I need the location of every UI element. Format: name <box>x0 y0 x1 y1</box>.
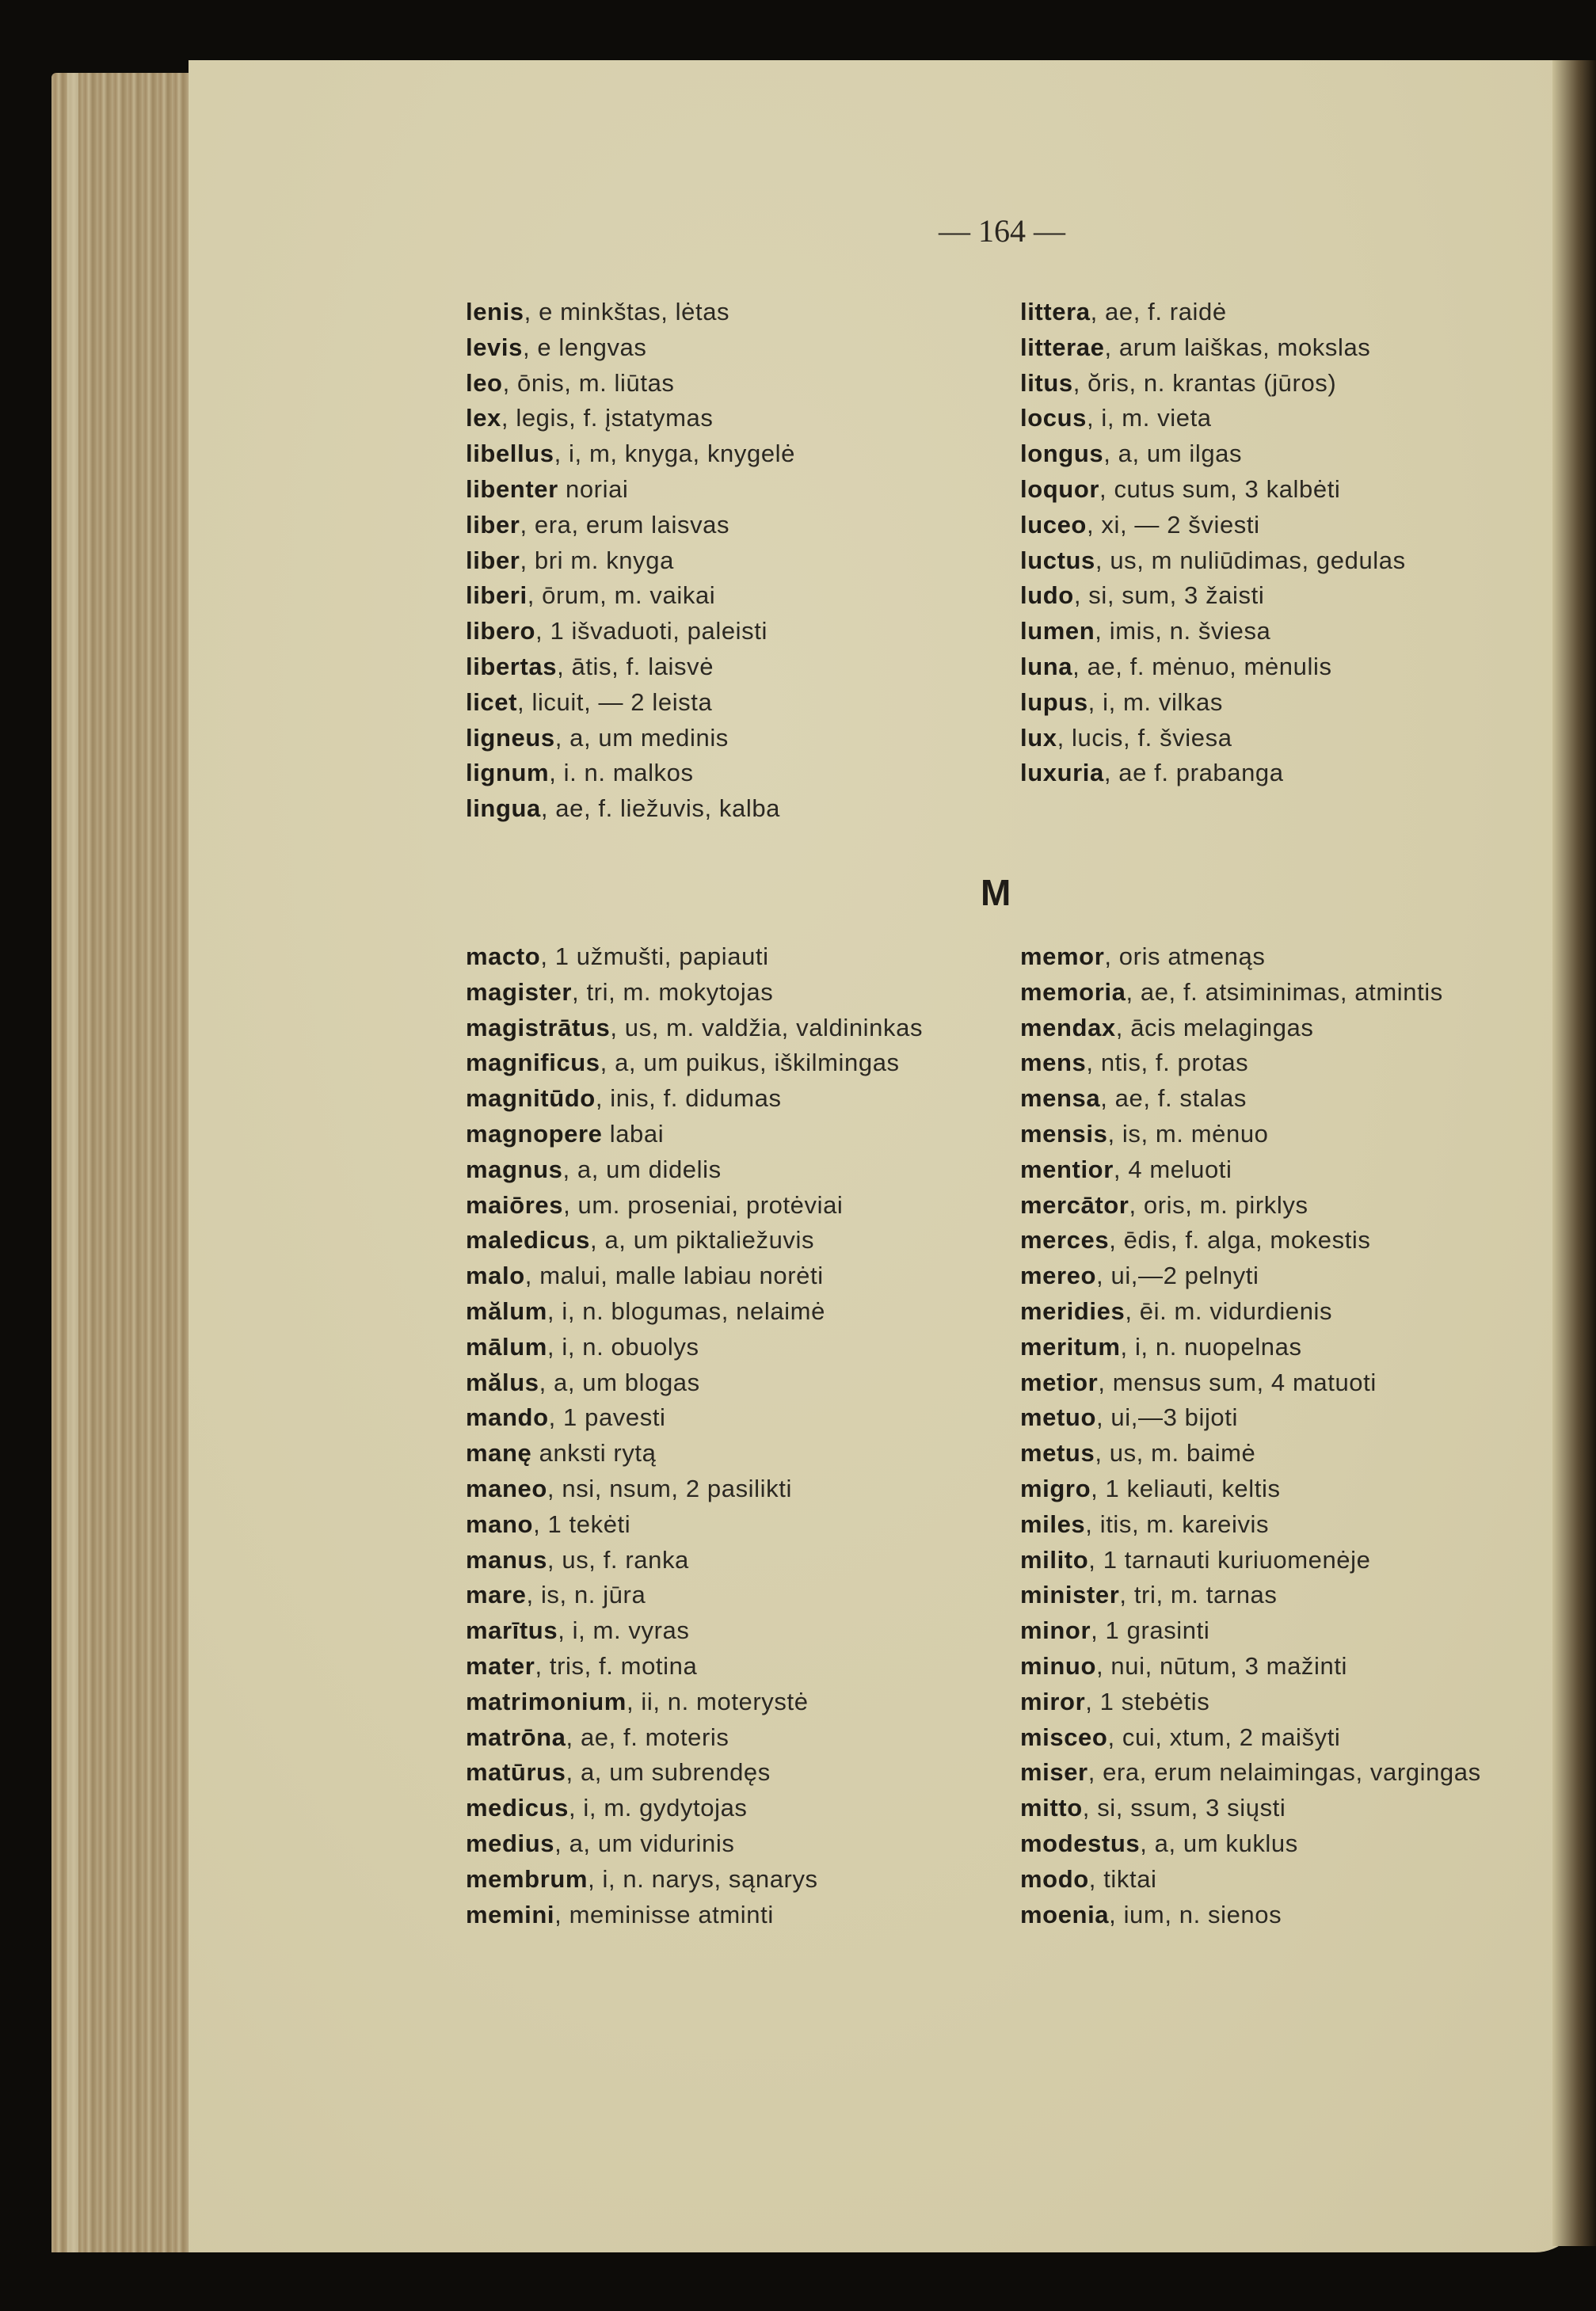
entry-definition: , ōnis, m. liūtas <box>502 368 675 397</box>
dictionary-entry <box>466 295 795 330</box>
entry-headword: minor <box>1020 1616 1091 1645</box>
entry-definition: , ae f. prabanga <box>1103 759 1284 787</box>
dictionary-entry <box>466 1223 923 1258</box>
dictionary-entry <box>1020 1862 1481 1898</box>
dictionary-entry <box>1020 1685 1481 1720</box>
dictionary-entry <box>466 1045 923 1081</box>
dictionary-entry <box>1020 401 1406 436</box>
entry-headword: memini <box>466 1900 555 1928</box>
entry-definition: , a, um kuklus <box>1140 1829 1298 1857</box>
entry-headword: lupus <box>1020 687 1088 716</box>
entry-definition: , ēi. m. vidurdienis <box>1125 1296 1333 1325</box>
entry-definition: , si, sum, 3 žaisti <box>1073 581 1265 610</box>
dictionary-entry <box>466 436 795 472</box>
entry-definition: , 1 keliauti, keltis <box>1091 1474 1281 1502</box>
entry-definition: , us, m. valdžia, valdininkas <box>610 1013 924 1041</box>
entry-headword: licet <box>466 687 518 716</box>
dictionary-entry <box>1020 330 1406 366</box>
dictionary-entry <box>466 1791 923 1826</box>
entry-headword: miles <box>1020 1510 1086 1538</box>
entry-definition: , ātis, f. laisvė <box>557 652 714 680</box>
entry-definition: , ŏris, n. krantas (jūros) <box>1072 368 1337 397</box>
entry-definition: , us, m nuliūdimas, gedulas <box>1095 546 1406 574</box>
entry-headword: mano <box>466 1510 534 1538</box>
entry-definition: , a, um medinis <box>554 723 729 752</box>
entry-definition: , bri m. knyga <box>520 546 674 574</box>
entry-headword: magnus <box>466 1155 563 1183</box>
dictionary-entry <box>1020 1045 1481 1081</box>
dictionary-entry <box>1020 756 1406 791</box>
entry-definition: , cutus sum, 3 kalbėti <box>1099 474 1341 503</box>
entry-definition: , 4 meluoti <box>1113 1155 1232 1183</box>
entry-headword: libenter <box>466 474 558 503</box>
entry-headword: mare <box>466 1581 527 1609</box>
entry-definition: , e minkštas, lėtas <box>524 298 730 326</box>
dictionary-entry <box>1020 1294 1481 1330</box>
entry-definition: , era, erum laisvas <box>520 510 730 539</box>
entry-headword: meridies <box>1020 1296 1126 1325</box>
entry-headword: modo <box>1020 1864 1089 1893</box>
entry-headword: magnificus <box>466 1049 600 1077</box>
entry-definition: , oris, m. pirklys <box>1129 1190 1308 1219</box>
entry-headword: lingua <box>466 794 541 823</box>
entry-headword: libertas <box>466 652 558 680</box>
dictionary-entry <box>466 543 795 579</box>
dictionary-entry <box>466 975 923 1011</box>
page-shadow <box>1552 60 1596 2246</box>
entry-definition: noriai <box>558 474 629 503</box>
entry-definition: , i, m, knyga, knygelė <box>554 440 795 468</box>
dictionary-entry <box>1020 1152 1481 1188</box>
entry-definition: , oris atmenąs <box>1104 942 1266 970</box>
dictionary-entry <box>466 1436 923 1472</box>
entry-headword: maledicus <box>466 1226 591 1254</box>
entry-headword: longus <box>1020 440 1104 468</box>
entry-headword: merces <box>1020 1226 1110 1254</box>
entry-definition: , legis, f. įstatymas <box>501 404 714 432</box>
entry-definition: , 1 tarnauti kuriuomenėje <box>1088 1545 1371 1574</box>
entry-headword: miror <box>1020 1687 1086 1715</box>
entry-definition: , a, um ilgas <box>1103 440 1243 468</box>
dictionary-entry <box>466 1294 923 1330</box>
dictionary-entry <box>1020 578 1406 614</box>
entry-headword: liber <box>466 510 520 539</box>
dictionary-entry <box>1020 1472 1481 1507</box>
entry-definition: , i. n. malkos <box>549 759 694 787</box>
entry-headword: lumen <box>1020 617 1095 645</box>
entry-definition: , a, um piktaliežuvis <box>590 1226 815 1254</box>
dictionary-entry <box>1020 1613 1481 1649</box>
entry-definition: , 1 stebėtis <box>1085 1687 1210 1715</box>
entry-definition: , tri, m. tarnas <box>1119 1581 1278 1609</box>
entry-headword: mendax <box>1020 1013 1116 1041</box>
dictionary-entry <box>1020 685 1406 721</box>
entry-definition: , i, n. obuolys <box>547 1332 699 1361</box>
entry-headword: liber <box>466 546 520 574</box>
entry-headword: mereo <box>1020 1262 1097 1290</box>
dictionary-entry <box>466 791 795 827</box>
entry-headword: mando <box>466 1403 549 1432</box>
entry-headword: lenis <box>466 298 524 326</box>
entry-definition: , licuit, — 2 leista <box>517 687 713 716</box>
dictionary-entry <box>1020 1898 1481 1933</box>
dictionary-entry <box>466 1152 923 1188</box>
dictionary-entry <box>1020 295 1406 330</box>
dictionary-entry <box>466 1081 923 1117</box>
entry-definition: , 1 užmušti, papiauti <box>540 942 769 970</box>
entry-definition: , ui,—3 bijoti <box>1096 1403 1238 1432</box>
entry-definition: , 1 tekėti <box>533 1510 631 1538</box>
entry-definition: , ntis, f. protas <box>1086 1049 1249 1077</box>
entry-definition: , meminisse atminti <box>554 1900 774 1928</box>
entry-headword: mentior <box>1020 1155 1114 1183</box>
entry-headword: marītus <box>466 1616 558 1645</box>
entry-definition: , a, um puikus, iškilmingas <box>600 1049 900 1077</box>
entry-definition: , i, n. blogumas, nelaimė <box>547 1296 825 1325</box>
dictionary-entry <box>466 1472 923 1507</box>
dictionary-entry <box>466 1011 923 1046</box>
entry-definition: , ae, f. raidė <box>1090 298 1227 326</box>
dictionary-entry <box>466 472 795 508</box>
entry-definition: , is, n. jūra <box>526 1581 646 1609</box>
dictionary-entry <box>1020 614 1406 649</box>
entry-headword: loquor <box>1020 474 1100 503</box>
dictionary-entry <box>1020 1011 1481 1046</box>
dictionary-entry <box>466 366 795 402</box>
entry-headword: lex <box>466 404 501 432</box>
dictionary-entry <box>1020 721 1406 756</box>
entry-headword: maiōres <box>466 1190 564 1219</box>
entry-headword: littera <box>1020 298 1091 326</box>
dictionary-entry <box>1020 1791 1481 1826</box>
dictionary-entry <box>466 1543 923 1578</box>
entry-headword: lux <box>1020 723 1057 752</box>
entry-definition: , a, um blogas <box>539 1368 700 1396</box>
entry-headword: metuo <box>1020 1403 1096 1432</box>
dictionary-entry <box>1020 508 1406 543</box>
dictionary-entry <box>466 1613 923 1649</box>
dictionary-entry <box>1020 1117 1481 1152</box>
entry-headword: mensis <box>1020 1119 1108 1148</box>
entry-headword: mater <box>466 1651 535 1680</box>
dictionary-entry <box>466 1649 923 1685</box>
dictionary-entry <box>1020 1081 1481 1117</box>
entry-headword: membrum <box>466 1864 589 1893</box>
m-section-right-column <box>1020 939 1481 1932</box>
entry-headword: luctus <box>1020 546 1095 574</box>
entry-headword: macto <box>466 942 541 970</box>
entry-headword: milito <box>1020 1545 1089 1574</box>
dictionary-entry <box>466 1720 923 1756</box>
entry-headword: memor <box>1020 942 1105 970</box>
dictionary-entry <box>466 1330 923 1365</box>
dictionary-entry <box>1020 472 1406 508</box>
entry-headword: miser <box>1020 1758 1088 1787</box>
dictionary-entry <box>1020 1720 1481 1756</box>
dictionary-entry <box>1020 436 1406 472</box>
dictionary-entry <box>466 1755 923 1791</box>
entry-definition: , ōrum, m. vaikai <box>527 581 716 610</box>
entry-definition: , 1 išvaduoti, paleisti <box>535 617 768 645</box>
entry-headword: magnitūdo <box>466 1084 596 1113</box>
entry-definition: , i, m. vyras <box>558 1616 690 1645</box>
entry-definition: , ii, n. moterystė <box>626 1687 809 1715</box>
dictionary-entry <box>1020 1400 1481 1436</box>
dictionary-entry <box>466 1365 923 1401</box>
entry-headword: manę <box>466 1439 532 1468</box>
entry-headword: luceo <box>1020 510 1087 539</box>
entry-definition: , mensus sum, 4 matuoti <box>1098 1368 1377 1396</box>
entry-headword: libero <box>466 617 536 645</box>
entry-headword: moenia <box>1020 1900 1110 1928</box>
entry-definition: , inis, f. didumas <box>595 1084 782 1113</box>
entry-headword: mensa <box>1020 1084 1101 1113</box>
entry-headword: medicus <box>466 1794 569 1822</box>
dictionary-entry <box>1020 366 1406 402</box>
dictionary-entry <box>466 649 795 685</box>
entry-definition: , us, f. ranka <box>547 1545 689 1574</box>
dictionary-entry <box>1020 649 1406 685</box>
entry-headword: mălum <box>466 1296 547 1325</box>
dictionary-entry <box>466 1507 923 1543</box>
entry-headword: mitto <box>1020 1794 1083 1822</box>
entry-definition: , imis, n. šviesa <box>1095 617 1271 645</box>
section-letter-heading: M <box>981 872 1010 913</box>
entry-headword: malo <box>466 1262 525 1290</box>
entry-headword: mens <box>1020 1049 1087 1077</box>
dictionary-entry <box>466 939 923 975</box>
entry-headword: libellus <box>466 440 554 468</box>
entry-headword: mālum <box>466 1332 547 1361</box>
dictionary-entry <box>1020 1188 1481 1224</box>
entry-definition: , nsi, nsum, 2 pasilikti <box>547 1474 792 1502</box>
entry-definition: , cui, xtum, 2 maišyti <box>1107 1723 1341 1751</box>
entry-headword: leo <box>466 368 503 397</box>
dictionary-entry <box>466 330 795 366</box>
entry-headword: misceo <box>1020 1723 1108 1751</box>
entry-headword: minuo <box>1020 1651 1096 1680</box>
dictionary-entry <box>1020 1649 1481 1685</box>
dictionary-entry <box>466 1188 923 1224</box>
entry-headword: minister <box>1020 1581 1120 1609</box>
entry-definition: , i, n. nuopelnas <box>1120 1332 1302 1361</box>
entry-headword: maneo <box>466 1474 547 1502</box>
entry-definition: , a, um subrendęs <box>566 1758 771 1787</box>
entry-headword: luxuria <box>1020 759 1104 787</box>
entry-definition: , ae, f. moteris <box>566 1723 729 1751</box>
entry-headword: magister <box>466 977 573 1006</box>
dictionary-entry <box>1020 1826 1481 1862</box>
entry-definition: , ācis melagingas <box>1115 1013 1314 1041</box>
entry-definition: , i, m. vieta <box>1086 404 1212 432</box>
dictionary-entry <box>466 1898 923 1933</box>
m-section-left-column <box>466 939 923 1932</box>
entry-headword: litus <box>1020 368 1073 397</box>
dictionary-entry <box>466 401 795 436</box>
entry-definition: , ae, f. liežuvis, kalba <box>540 794 781 823</box>
entry-definition: , um. proseniai, protėviai <box>563 1190 844 1219</box>
dictionary-entry <box>466 1258 923 1294</box>
entry-headword: mercātor <box>1020 1190 1129 1219</box>
entry-definition: , e lengvas <box>522 333 647 361</box>
entry-definition: , 1 grasinti <box>1091 1616 1210 1645</box>
entry-headword: modestus <box>1020 1829 1141 1857</box>
dictionary-entry <box>1020 1436 1481 1472</box>
l-section-right-column <box>1020 295 1406 791</box>
dictionary-entry <box>466 721 795 756</box>
dictionary-entry <box>1020 1543 1481 1578</box>
entry-definition: , i, m. gydytojas <box>568 1794 748 1822</box>
entry-definition: , ae, f. atsiminimas, atmintis <box>1126 977 1443 1006</box>
dictionary-entry <box>466 756 795 791</box>
entry-definition: , tri, m. mokytojas <box>572 977 774 1006</box>
dictionary-entry <box>1020 975 1481 1011</box>
dictionary-entry <box>466 1578 923 1613</box>
entry-headword: matūrus <box>466 1758 566 1787</box>
entry-definition: , us, m. baimė <box>1095 1439 1256 1468</box>
dictionary-entry <box>466 614 795 649</box>
dictionary-entry <box>466 508 795 543</box>
entry-headword: magistrātus <box>466 1013 611 1041</box>
entry-headword: mălus <box>466 1368 539 1396</box>
entry-definition: , era, erum nelaimingas, vargingas <box>1087 1758 1481 1787</box>
entry-definition: , 1 pavesti <box>548 1403 666 1432</box>
book-page-edges <box>51 73 190 2252</box>
entry-definition: anksti rytą <box>531 1439 657 1468</box>
l-section-left-column <box>466 295 795 827</box>
entry-definition: , i, n. narys, sąnarys <box>588 1864 818 1893</box>
entry-headword: luna <box>1020 652 1073 680</box>
entry-headword: migro <box>1020 1474 1091 1502</box>
dictionary-entry <box>1020 543 1406 579</box>
entry-headword: levis <box>466 333 523 361</box>
dictionary-entry <box>466 1826 923 1862</box>
entry-definition: , a, um vidurinis <box>554 1829 735 1857</box>
entry-headword: magnopere <box>466 1119 603 1148</box>
entry-headword: ligneus <box>466 723 555 752</box>
entry-headword: locus <box>1020 404 1087 432</box>
entry-definition: , malui, malle labiau norėti <box>524 1262 824 1290</box>
dictionary-entry <box>1020 1578 1481 1613</box>
entry-definition: , a, um didelis <box>562 1155 722 1183</box>
entry-definition: , tris, f. motina <box>535 1651 698 1680</box>
entry-definition: , si, ssum, 3 siųsti <box>1082 1794 1286 1822</box>
entry-definition: , ui,—2 pelnyti <box>1096 1262 1259 1290</box>
entry-definition: , ēdis, f. alga, mokestis <box>1109 1226 1371 1254</box>
entry-definition: , is, m. mėnuo <box>1107 1119 1269 1148</box>
entry-headword: matrōna <box>466 1723 566 1751</box>
entry-headword: memoria <box>1020 977 1126 1006</box>
dictionary-entry <box>1020 939 1481 975</box>
entry-headword: medius <box>466 1829 555 1857</box>
dictionary-entry <box>466 1400 923 1436</box>
entry-definition: , ae, f. stalas <box>1100 1084 1247 1113</box>
dictionary-entry <box>1020 1223 1481 1258</box>
page-number: — 164 — <box>939 213 1065 249</box>
dictionary-entry <box>466 1862 923 1898</box>
entry-headword: lignum <box>466 759 550 787</box>
entry-definition: , tiktai <box>1088 1864 1157 1893</box>
dictionary-entry <box>466 578 795 614</box>
entry-definition: , xi, — 2 šviesti <box>1086 510 1260 539</box>
dictionary-entry <box>466 1117 923 1152</box>
entry-definition: labai <box>602 1119 665 1148</box>
entry-definition: , i, m. vilkas <box>1087 687 1223 716</box>
entry-headword: liberi <box>466 581 528 610</box>
entry-headword: ludo <box>1020 581 1074 610</box>
dictionary-entry <box>1020 1258 1481 1294</box>
dictionary-entry <box>1020 1755 1481 1791</box>
entry-definition: , arum laiškas, mokslas <box>1104 333 1371 361</box>
entry-definition: , ium, n. sienos <box>1109 1900 1282 1928</box>
dictionary-entry <box>466 685 795 721</box>
entry-definition: , ae, f. mėnuo, mėnulis <box>1072 652 1332 680</box>
entry-definition: , nui, nūtum, 3 mažinti <box>1096 1651 1348 1680</box>
entry-headword: metus <box>1020 1439 1095 1468</box>
dictionary-entry <box>1020 1365 1481 1401</box>
entry-headword: matrimonium <box>466 1687 627 1715</box>
entry-headword: litterae <box>1020 333 1105 361</box>
entry-headword: manus <box>466 1545 547 1574</box>
entry-definition: , itis, m. kareivis <box>1085 1510 1270 1538</box>
dictionary-entry <box>1020 1330 1481 1365</box>
dictionary-entry <box>466 1685 923 1720</box>
entry-headword: metior <box>1020 1368 1099 1396</box>
dictionary-entry <box>1020 1507 1481 1543</box>
entry-definition: , lucis, f. šviesa <box>1057 723 1232 752</box>
entry-headword: meritum <box>1020 1332 1121 1361</box>
